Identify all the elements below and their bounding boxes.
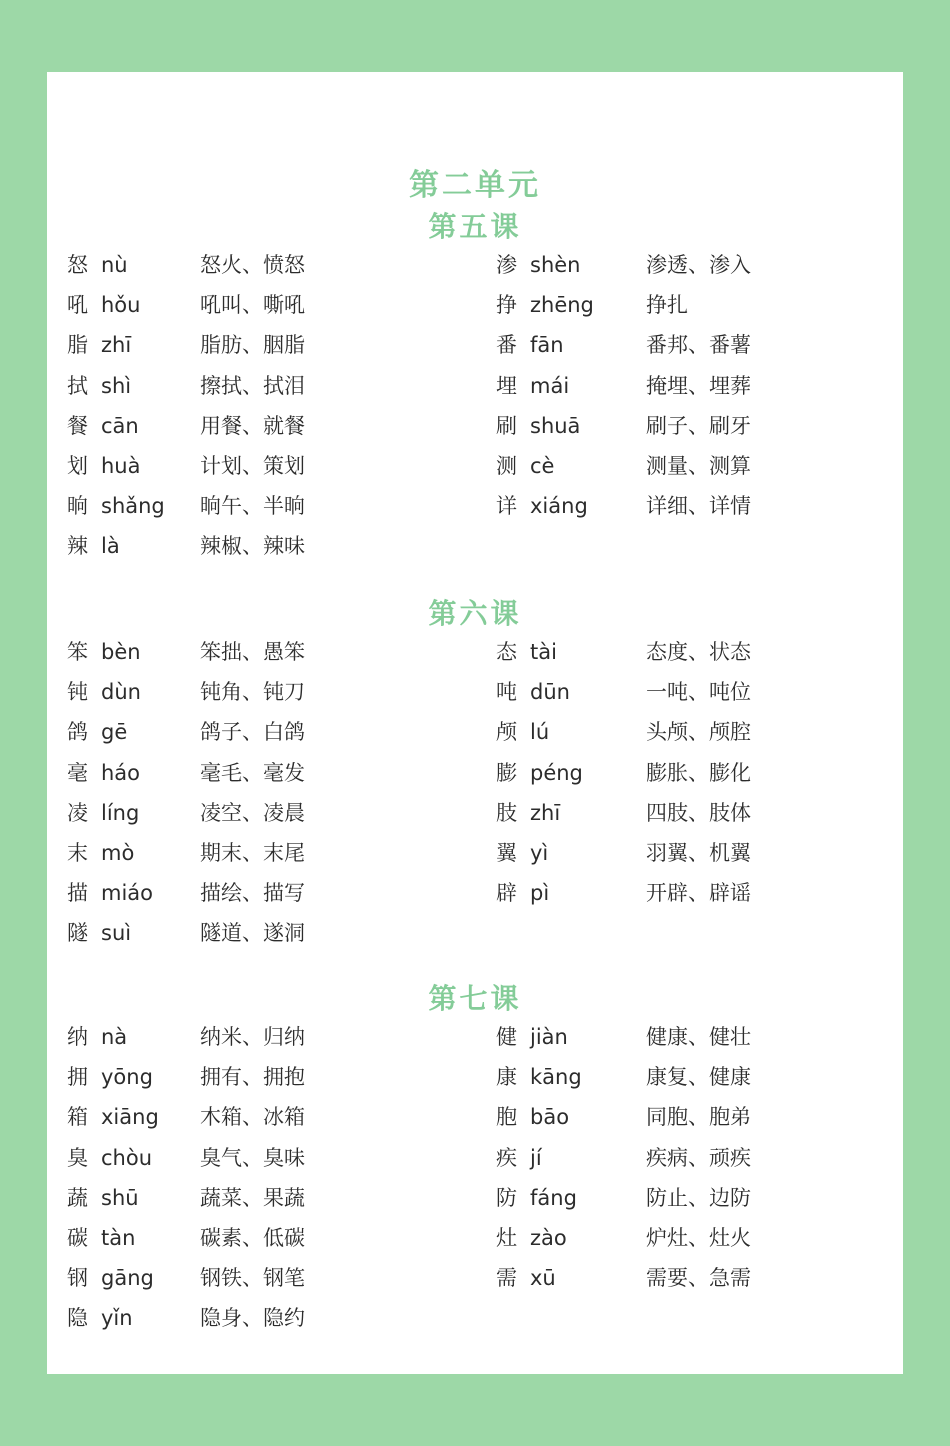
vocab-pinyin: nà	[101, 1025, 128, 1049]
vocab-character: 渗	[496, 253, 517, 277]
vocab-character: 翼	[496, 841, 517, 865]
lesson-title: 第六课	[428, 597, 522, 630]
vocab-character: 番	[496, 333, 517, 358]
vocab-character: 拥	[67, 1065, 88, 1090]
vocab-words: 用餐、就餐	[200, 413, 305, 438]
vocab-words: 详细、详情	[646, 494, 751, 519]
vocab-pinyin: yǐn	[101, 1306, 133, 1331]
vocab-pinyin: zào	[530, 1226, 567, 1250]
vocab-words: 晌午、半晌	[200, 494, 305, 519]
vocab-pinyin: háo	[101, 760, 141, 785]
vocab-words: 钢铁、钢笔	[200, 1266, 305, 1291]
vocab-character: 碳	[67, 1226, 88, 1250]
vocab-words: 隐身、隐约	[200, 1306, 305, 1331]
vocab-words: 需要、急需	[646, 1266, 751, 1291]
vocab-pinyin: shū	[101, 1185, 139, 1210]
vocab-words: 挣扎	[646, 293, 688, 318]
vocab-character: 辣	[67, 534, 88, 559]
vocab-words: 期末、末尾	[200, 841, 305, 865]
vocab-character: 颅	[496, 720, 517, 745]
vocab-character: 凌	[67, 800, 88, 825]
vocab-pinyin: dūn	[530, 680, 570, 705]
vocab-words: 脂肪、胭脂	[200, 333, 305, 358]
vocab-pinyin: huà	[101, 454, 141, 478]
vocab-character: 笨	[67, 640, 88, 664]
vocab-pinyin: là	[101, 534, 120, 559]
vocab-pinyin: hǒu	[101, 293, 141, 318]
vocab-character: 膨	[496, 760, 517, 785]
vocab-words: 钝角、钝刀	[200, 680, 305, 705]
vocab-character: 吼	[67, 293, 88, 318]
vocab-pinyin: shuā	[530, 413, 581, 438]
vocab-words: 开辟、辟谣	[646, 881, 751, 906]
vocab-pinyin: cān	[101, 413, 139, 438]
vocab-words: 测量、测算	[646, 454, 751, 478]
vocab-words: 笨拙、愚笨	[200, 640, 305, 664]
lesson-title: 第七课	[428, 982, 522, 1015]
vocab-character: 末	[67, 841, 88, 865]
vocab-words: 态度、状态	[646, 640, 751, 664]
vocab-character: 健	[496, 1025, 517, 1049]
vocab-pinyin: kāng	[530, 1065, 582, 1090]
vocab-pinyin: miáo	[101, 881, 154, 906]
vocab-words: 擦拭、拭泪	[200, 373, 305, 398]
vocab-pinyin: pì	[530, 881, 550, 906]
vocab-words: 吼叫、嘶吼	[200, 293, 305, 318]
vocab-character: 鸽	[67, 720, 88, 745]
vocab-character: 毫	[67, 760, 88, 785]
vocab-words: 计划、策划	[200, 454, 305, 478]
vocab-words: 碳素、低碳	[200, 1226, 305, 1250]
vocab-character: 吨	[496, 680, 517, 705]
vocab-pinyin: yōng	[101, 1065, 153, 1090]
vocab-character: 脂	[67, 333, 88, 358]
vocab-pinyin: gē	[101, 720, 128, 745]
vocab-pinyin: shèn	[530, 253, 581, 277]
vocab-pinyin: yì	[530, 841, 549, 865]
vocab-words: 拥有、拥抱	[200, 1065, 305, 1090]
vocab-pinyin: zhī	[101, 333, 132, 358]
vocab-pinyin: xiáng	[530, 494, 588, 519]
vocab-words: 疾病、顽疾	[646, 1145, 751, 1170]
vocab-pinyin: mái	[530, 373, 570, 398]
vocab-pinyin: suì	[101, 921, 132, 946]
vocab-character: 埋	[496, 373, 517, 398]
vocab-words: 四肢、肢体	[646, 800, 751, 825]
vocab-character: 灶	[496, 1226, 517, 1250]
vocab-pinyin: nù	[101, 253, 128, 277]
vocab-pinyin: cè	[530, 454, 555, 478]
vocab-words: 羽翼、机翼	[646, 841, 751, 865]
vocab-character: 划	[67, 454, 88, 478]
vocab-words: 一吨、吨位	[646, 680, 751, 705]
vocab-words: 蔬菜、果蔬	[200, 1185, 305, 1210]
vocab-words: 纳米、归纳	[200, 1025, 305, 1049]
vocab-character: 拭	[67, 373, 88, 398]
vocab-words: 刷子、刷牙	[646, 413, 751, 438]
vocab-words: 毫毛、毫发	[200, 760, 305, 785]
vocab-words: 康复、健康	[646, 1065, 751, 1090]
vocab-pinyin: dùn	[101, 680, 141, 705]
vocab-words: 掩埋、埋葬	[646, 373, 751, 398]
vocab-character: 蔬	[67, 1185, 88, 1210]
vocab-words: 鸽子、白鸽	[200, 720, 305, 745]
vocab-character: 挣	[496, 293, 517, 318]
lesson-title: 第五课	[428, 210, 522, 243]
vocab-pinyin: zhī	[530, 800, 561, 825]
vocab-character: 需	[496, 1266, 517, 1291]
vocab-words: 描绘、描写	[200, 881, 305, 906]
vocab-pinyin: lú	[530, 720, 550, 745]
vocab-character: 测	[496, 454, 517, 478]
vocab-pinyin: shì	[101, 373, 132, 398]
vocab-words: 辣椒、辣味	[200, 534, 305, 559]
vocab-words: 同胞、胞弟	[646, 1105, 751, 1130]
vocab-pinyin: jiàn	[530, 1025, 568, 1049]
vocab-character: 胞	[496, 1105, 517, 1130]
vocab-words: 怒火、愤怒	[200, 253, 305, 277]
vocab-character: 肢	[496, 800, 517, 825]
vocab-pinyin: xū	[530, 1266, 556, 1291]
vocab-pinyin: fān	[530, 333, 564, 358]
vocab-pinyin: líng	[101, 800, 140, 825]
vocab-character: 防	[496, 1185, 517, 1210]
vocab-character: 隧	[67, 921, 88, 946]
vocab-pinyin: fáng	[530, 1185, 577, 1210]
vocab-pinyin: xiāng	[101, 1105, 159, 1130]
vocab-pinyin: chòu	[101, 1145, 153, 1170]
vocab-character: 纳	[67, 1025, 88, 1049]
vocab-character: 怒	[67, 253, 88, 277]
vocab-words: 膨胀、膨化	[646, 760, 751, 785]
unit-title: 第二单元	[409, 168, 541, 203]
vocab-character: 辟	[496, 881, 517, 906]
vocab-character: 详	[496, 494, 517, 519]
vocab-pinyin: mò	[101, 841, 135, 865]
vocab-words: 炉灶、灶火	[646, 1226, 751, 1250]
worksheet-page	[47, 72, 903, 1374]
vocab-words: 隧道、遂洞	[200, 921, 305, 946]
vocab-pinyin: zhēng	[530, 293, 594, 318]
vocab-character: 康	[496, 1065, 517, 1090]
vocab-words: 木箱、冰箱	[200, 1105, 305, 1130]
vocab-pinyin: jí	[530, 1145, 542, 1170]
vocab-character: 箱	[67, 1105, 88, 1130]
vocab-pinyin: tàn	[101, 1226, 136, 1250]
vocab-character: 态	[496, 640, 517, 664]
vocab-words: 头颅、颅腔	[646, 720, 751, 745]
vocab-pinyin: gāng	[101, 1266, 154, 1291]
vocab-character: 臭	[67, 1145, 88, 1170]
vocab-character: 晌	[67, 494, 88, 519]
vocab-pinyin: tài	[530, 640, 557, 664]
vocab-character: 餐	[67, 413, 88, 438]
vocab-character: 钢	[67, 1266, 88, 1291]
vocab-character: 隐	[67, 1306, 88, 1331]
vocab-character: 钝	[67, 680, 88, 705]
vocab-character: 刷	[496, 413, 517, 438]
vocab-words: 番邦、番薯	[646, 333, 751, 358]
vocab-words: 渗透、渗入	[646, 253, 751, 277]
vocab-character: 疾	[496, 1145, 517, 1170]
vocab-words: 凌空、凌晨	[200, 800, 305, 825]
vocab-pinyin: bèn	[101, 640, 141, 664]
vocab-character: 描	[67, 881, 88, 906]
vocab-words: 臭气、臭味	[200, 1145, 305, 1170]
vocab-words: 健康、健壮	[646, 1025, 751, 1049]
vocab-pinyin: shǎng	[101, 494, 165, 519]
vocab-pinyin: bāo	[530, 1105, 570, 1130]
vocab-words: 防止、边防	[646, 1185, 751, 1210]
vocab-pinyin: péng	[530, 760, 583, 785]
